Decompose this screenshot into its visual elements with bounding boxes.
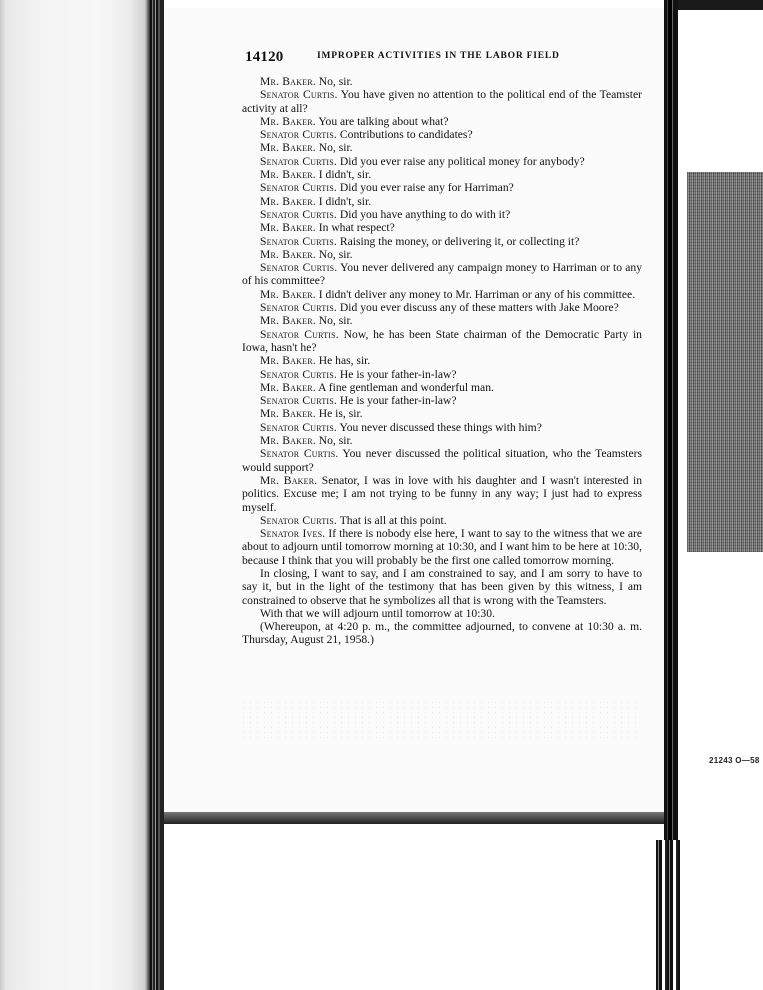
transcript-paragraph: [242, 195, 642, 208]
speaker-name: Mr. Baker.: [260, 194, 316, 208]
speech-text: Senator, I was in love with his daughter and I wasn't interested in politics. Excuse me; I am not trying to be funny in any way; I just had to express myself.: [242, 473, 642, 514]
speaker-name: Senator Ives.: [260, 527, 326, 541]
transcript-paragraph: [242, 434, 642, 447]
transcript-paragraph: [242, 567, 642, 607]
transcript-paragraph: [242, 75, 642, 88]
speaker-name: Senator Curtis.: [260, 301, 338, 315]
speaker-name: Senator Curtis.: [260, 234, 338, 248]
running-title: IMPROPER ACTIVITIES IN THE LABOR FIELD: [317, 51, 560, 61]
speaker-name: Senator Curtis.: [260, 154, 338, 168]
speaker-name: Mr. Baker.: [260, 75, 316, 88]
transcript-paragraph: [242, 354, 642, 367]
speaker-name: Mr. Baker.: [260, 473, 318, 487]
speech-text: No, sir.: [315, 314, 353, 328]
transcript-paragraph: [242, 248, 642, 261]
speaker-name: Senator Curtis.: [260, 420, 338, 434]
speech-text: That is all at this point.: [337, 513, 447, 527]
speech-text: A fine gentleman and wonderful man.: [315, 380, 494, 394]
speaker-name: Senator Curtis.: [260, 327, 339, 341]
speech-text: You never discussed these things with him?: [337, 420, 542, 434]
speaker-name: Senator Curtis.: [260, 207, 338, 221]
transcript-paragraph: [242, 301, 642, 314]
speech-text: No, sir.: [315, 141, 353, 155]
speech-text: I didn't, sir.: [315, 194, 372, 208]
speech-text: Did you ever raise any political money for anybody?: [337, 154, 585, 168]
page-bottom-edge: [164, 812, 664, 824]
transcript-paragraph: [242, 421, 642, 434]
speaker-name: Senator Curtis.: [260, 447, 339, 461]
speaker-name: Senator Curtis.: [260, 394, 338, 408]
transcript-paragraph: [242, 607, 642, 620]
speech-text: No, sir.: [315, 434, 353, 448]
transcript-paragraph: [242, 235, 642, 248]
transcript-paragraph: [242, 181, 642, 194]
transcript-paragraph: [242, 514, 642, 527]
transcript-paragraph: [242, 394, 642, 407]
speech-text: With that we will adjourn until tomorrow at 10:30.: [260, 606, 495, 620]
transcript-paragraph: [242, 407, 642, 420]
speaker-name: Mr. Baker.: [260, 380, 316, 394]
speaker-name: Senator Curtis.: [260, 367, 338, 381]
transcript-paragraph: [242, 314, 642, 327]
speaker-name: Mr. Baker.: [260, 114, 316, 128]
speech-text: He is, sir.: [315, 407, 363, 421]
transcript-paragraph: [242, 620, 642, 647]
speaker-name: Senator Curtis.: [260, 181, 338, 195]
speech-text: Contributions to candidates?: [337, 128, 473, 142]
transcript-body: [242, 75, 642, 647]
speech-text: Now, he has been State chairman of the Democratic Party in Iowa, hasn't he?: [242, 327, 642, 354]
book-binding-edge: [150, 0, 164, 990]
transcript-paragraph: [242, 447, 642, 474]
page-header: [245, 48, 645, 66]
speaker-name: Senator Curtis.: [260, 88, 338, 102]
transcript-paragraph: [242, 168, 642, 181]
transcript-paragraph: [242, 155, 642, 168]
speech-text: He is your father-in-law?: [337, 394, 457, 408]
scan-bottom-binding: [656, 840, 680, 990]
speech-text: He is your father-in-law?: [337, 367, 457, 381]
speech-text: You are talking about what?: [315, 114, 449, 128]
speech-text: I didn't deliver any money to Mr. Harriman or any of his committee.: [315, 287, 636, 301]
transcript-paragraph: [242, 261, 642, 288]
speech-text: No, sir.: [315, 75, 353, 88]
speech-text: You never delivered any campaign money to Harriman or to any of his committee?: [242, 261, 642, 288]
speaker-name: Mr. Baker.: [260, 221, 316, 235]
speaker-name: Mr. Baker.: [260, 168, 316, 182]
speaker-name: Mr. Baker.: [260, 434, 316, 448]
speaker-name: Mr. Baker.: [260, 287, 316, 301]
transcript-paragraph: [242, 221, 642, 234]
transcript-paragraph: [242, 88, 642, 115]
adjacent-page-bleed-through: [687, 172, 763, 552]
speech-text: (Whereupon, at 4:20 p. m., the committee adjourned, to convene at 10:30 a. m. Thursday, August 21, 1958.): [242, 620, 642, 647]
speech-text: In closing, I want to say, and I am constrained to say, and I am sorry to have to say it, but in the light of the testimony that has been given by this witness, I am constrained to observe that he symbolizes all that is wrong with the Teamsters.: [242, 566, 642, 607]
page-number: 14120: [245, 49, 284, 65]
speech-text: Did you have anything to do with it?: [337, 207, 511, 221]
speech-text: You never discussed the political situation, who the Teamsters would support?: [242, 447, 642, 474]
speech-text: Did you ever raise any for Harriman?: [337, 181, 514, 195]
scan-speckle: [240, 700, 640, 740]
speaker-name: Mr. Baker.: [260, 247, 316, 261]
transcript-paragraph: [242, 474, 642, 514]
transcript-paragraph: [242, 128, 642, 141]
speaker-name: Mr. Baker.: [260, 354, 316, 368]
transcript-paragraph: [242, 141, 642, 154]
speaker-name: Mr. Baker.: [260, 314, 316, 328]
transcript-paragraph: [242, 288, 642, 301]
speaker-name: Senator Curtis.: [260, 128, 338, 142]
speech-text: You have given no attention to the political end of the Teamster activity at all?: [242, 88, 642, 115]
transcript-paragraph: [242, 368, 642, 381]
speaker-name: Mr. Baker.: [260, 407, 316, 421]
transcript-paragraph: [242, 115, 642, 128]
scan-left-margin: [0, 0, 150, 990]
speaker-name: Senator Curtis.: [260, 513, 338, 527]
transcript-paragraph: [242, 381, 642, 394]
transcript-paragraph: [242, 527, 642, 567]
print-job-code: 21243 O—58: [709, 756, 760, 765]
speaker-name: Mr. Baker.: [260, 141, 316, 155]
scan-bottom-area: [164, 824, 664, 990]
adjacent-page-top-edge: [678, 0, 763, 10]
speech-text: If there is nobody else here, I want to say to the witness that we are about to adjourn until tomorrow morning at 10:30, and I want him to be here at 10:30, because I think that you will probably be the first one called tomorrow morning.: [242, 527, 643, 567]
speech-text: I didn't, sir.: [315, 168, 372, 182]
speech-text: No, sir.: [315, 247, 353, 261]
speech-text: He has, sir.: [315, 354, 371, 368]
speech-text: In what respect?: [315, 221, 395, 235]
speech-text: Did you ever discuss any of these matters with Jake Moore?: [337, 301, 619, 315]
transcript-paragraph: [242, 208, 642, 221]
speaker-name: Senator Curtis.: [260, 261, 338, 275]
transcript-paragraph: [242, 328, 642, 355]
speech-text: Raising the money, or delivering it, or collecting it?: [337, 234, 580, 248]
